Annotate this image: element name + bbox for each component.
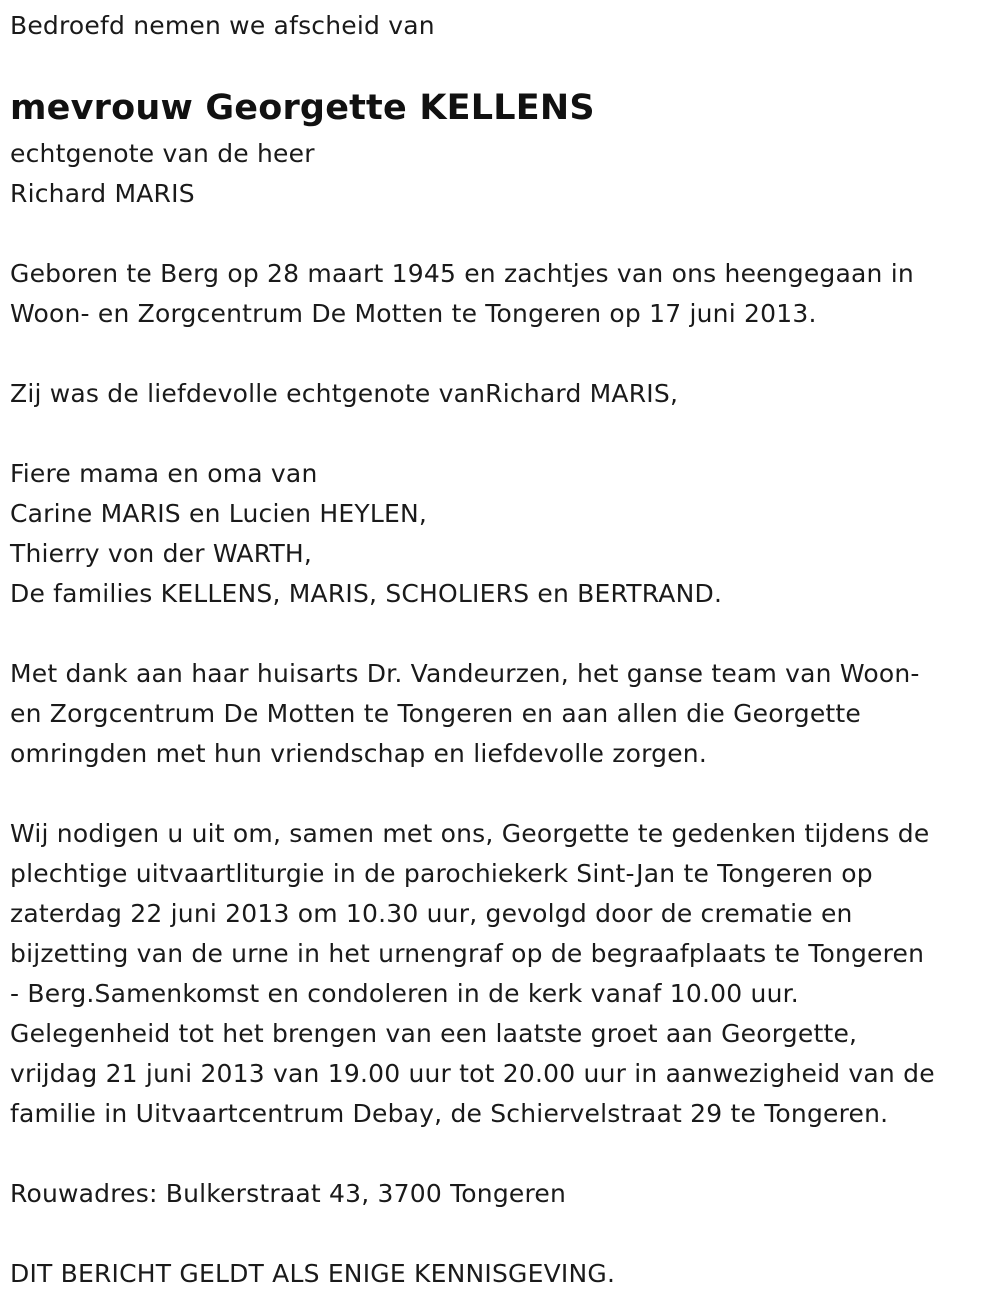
- spacer: [10, 614, 985, 654]
- notice-text: DIT BERICHT GELDT ALS ENIGE KENNISGEVING.: [10, 1259, 616, 1288]
- paragraph-line: vrijdag 21 juni 2013 van 19.00 uur tot 20.00 uur in aanwezigheid van de: [10, 1059, 935, 1088]
- paragraph-line: Gelegenheid tot het brengen van een laatste groet aan Georgette,: [10, 1019, 858, 1048]
- family-line: De families KELLENS, MARIS, SCHOLIERS en BERTRAND.: [10, 579, 723, 608]
- family-paragraph: [10, 454, 985, 614]
- family-line: Thierry von der WARTH,: [10, 539, 313, 568]
- paragraph-line: Met dank aan haar huisarts Dr. Vandeurzen, het ganse team van Woon-: [10, 659, 920, 688]
- paragraph-line: Geboren te Berg op 28 maart 1945 en zachtjes van ons heengegaan in: [10, 259, 914, 288]
- thanks-paragraph: [10, 654, 985, 774]
- mourning-address: Rouwadres: Bulkerstraat 43, 3700 Tongeren: [10, 1179, 567, 1208]
- birth-death-paragraph: [10, 254, 985, 334]
- deceased-name: mevrouw Georgette KELLENS: [10, 88, 595, 128]
- spacer: [10, 1134, 985, 1174]
- ceremony-paragraph: [10, 814, 985, 1134]
- paragraph-line: Wij nodigen u uit om, samen met ons, Georgette te gedenken tijdens de: [10, 819, 930, 848]
- paragraph-line: - Berg.Samenkomst en condoleren in de kerk vanaf 10.00 uur.: [10, 979, 799, 1008]
- paragraph-line: Woon- en Zorgcentrum De Motten te Tongeren op 17 juni 2013.: [10, 299, 817, 328]
- intro-text: Bedroefd nemen we afscheid van: [10, 11, 435, 40]
- paragraph-line: bijzetting van de urne in het urnengraf op de begraafplaats te Tongeren: [10, 939, 925, 968]
- paragraph-line: omringden met hun vriendschap en liefdevolle zorgen.: [10, 739, 707, 768]
- spacer: [10, 774, 985, 814]
- paragraph-line: zaterdag 22 juni 2013 om 10.30 uur, gevolgd door de crematie en: [10, 899, 853, 928]
- spouse-line: Richard MARIS: [10, 179, 195, 208]
- obituary-text: [10, 6, 985, 1294]
- spacer: [10, 214, 985, 254]
- paragraph-line: en Zorgcentrum De Motten te Tongeren en aan allen die Georgette: [10, 699, 862, 728]
- paragraph-line: familie in Uitvaartcentrum Debay, de Schiervelstraat 29 te Tongeren.: [10, 1099, 889, 1128]
- spacer: [10, 334, 985, 374]
- family-line: Carine MARIS en Lucien HEYLEN,: [10, 499, 428, 528]
- spacer: [10, 414, 985, 454]
- spouse-block: [10, 134, 985, 214]
- paragraph-line: plechtige uitvaartliturgie in de parochiekerk Sint-Jan te Tongeren op: [10, 859, 873, 888]
- spouse-statement: Zij was de liefdevolle echtgenote vanRichard MARIS,: [10, 379, 679, 408]
- spouse-line: echtgenote van de heer: [10, 139, 315, 168]
- family-line: Fiere mama en oma van: [10, 459, 318, 488]
- spacer: [10, 1214, 985, 1254]
